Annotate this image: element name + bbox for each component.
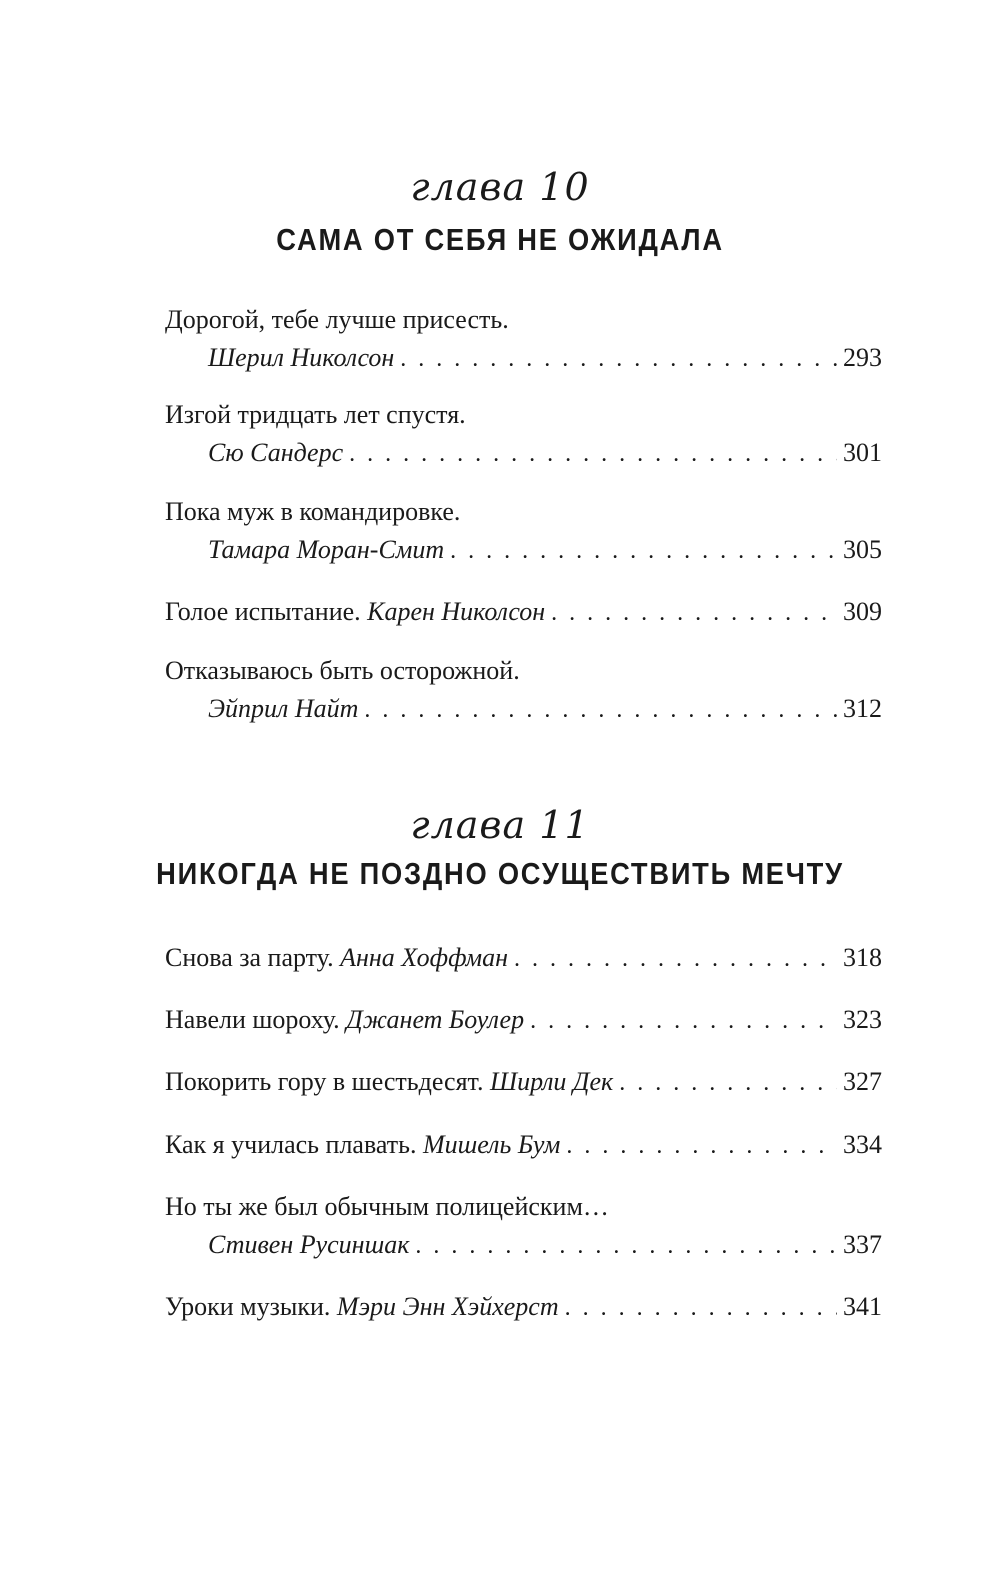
toc-entry-author: Анна Хоффман: [340, 943, 509, 972]
toc-entry-author-line: [165, 531, 882, 569]
dot-leader: [565, 1289, 837, 1327]
dot-leader: [364, 691, 837, 729]
toc-entry-title-line: [165, 493, 882, 531]
toc-entry-author: Мишель Бум: [422, 1130, 561, 1159]
toc-entry-title: Пока муж в командировке.: [165, 497, 461, 526]
dot-leader: [514, 940, 837, 978]
chapter-10-kicker: глава 10: [410, 165, 590, 209]
toc-entry[interactable]: [165, 593, 882, 631]
toc-entry-line: [165, 939, 882, 977]
chapter-11-kicker: глава 11: [410, 803, 590, 847]
dot-leader: [530, 1002, 837, 1040]
toc-entry-author: Шерил Николсон: [208, 343, 395, 372]
toc-entry-page: 301: [843, 438, 882, 467]
toc-entry-page: 327: [843, 1067, 882, 1096]
dot-leader: [566, 1127, 837, 1165]
toc-entry-author: Стивен Русиншак: [208, 1230, 410, 1259]
toc-entry-title-line: [165, 1188, 882, 1226]
toc-entry[interactable]: [165, 1063, 882, 1101]
toc-entry-author: Джанет Боулер: [346, 1005, 525, 1034]
toc-entry-author: Тамара Моран-Смит: [208, 535, 445, 564]
toc-entry[interactable]: [165, 1001, 882, 1039]
toc-entry-author-line: [165, 690, 882, 728]
toc-entry-title: Изгой тридцать лет спустя.: [165, 400, 466, 429]
chapter-10-title: САМА ОТ СЕБЯ НЕ ОЖИДАЛА: [276, 222, 724, 257]
toc-entry[interactable]: [165, 1126, 882, 1164]
toc-entry-title-line: [165, 301, 882, 339]
toc-entry-line: [165, 1001, 882, 1039]
toc-entry-author-line: [165, 1226, 882, 1264]
toc-entry-title: Отказываюсь быть осторожной.: [165, 656, 520, 685]
toc-entry-author: Сю Сандерс: [208, 438, 344, 467]
toc-entry[interactable]: [165, 493, 882, 569]
toc-entry-title: Снова за парту.: [165, 943, 334, 972]
dot-leader: [450, 532, 837, 570]
toc-entry-page: 305: [843, 535, 882, 564]
toc-entry-author: Ширли Дек: [489, 1067, 614, 1096]
toc-entry[interactable]: [165, 652, 882, 728]
dot-leader: [349, 435, 837, 473]
dot-leader: [551, 594, 837, 632]
toc-entry-page: 312: [843, 694, 882, 723]
dot-leader: [415, 1227, 837, 1265]
toc-entry-title: Покорить гору в шестьдесят.: [165, 1067, 484, 1096]
toc-entry-title: Дорогой, тебе лучше присесть.: [165, 305, 509, 334]
toc-entry[interactable]: [165, 939, 882, 977]
toc-entry-title-line: [165, 652, 882, 690]
dot-leader: [619, 1064, 837, 1102]
toc-entry-page: 323: [843, 1005, 882, 1034]
toc-entry-line: [165, 1126, 882, 1164]
toc-entry-title-line: [165, 396, 882, 434]
toc-entry-author-line: [165, 434, 882, 472]
toc-entry-line: [165, 1063, 882, 1101]
toc-entry-title: Голое испытание.: [165, 597, 361, 626]
toc-entry-title: Уроки музыки.: [165, 1292, 331, 1321]
toc-entry-page: 293: [843, 343, 882, 372]
toc-entry-page: 334: [843, 1130, 882, 1159]
toc-entry[interactable]: [165, 396, 882, 472]
toc-entry-author: Мэри Энн Хэйхерст: [336, 1292, 559, 1321]
toc-entry-title: Как я училась плавать.: [165, 1130, 417, 1159]
toc-entry-title: Навели шороху.: [165, 1005, 340, 1034]
toc-entry-line: [165, 593, 882, 631]
toc-entry-title: Но ты же был обычным полицейским…: [165, 1192, 609, 1221]
toc-entry-page: 318: [843, 943, 882, 972]
toc-entry-line: [165, 1288, 882, 1326]
toc-entry[interactable]: [165, 1188, 882, 1264]
toc-entry-author-line: [165, 339, 882, 377]
toc-entry-author: Карен Николсон: [367, 597, 546, 626]
toc-entry[interactable]: [165, 1288, 882, 1326]
toc-entry-page: 337: [843, 1230, 882, 1259]
toc-entry-page: 309: [843, 597, 882, 626]
toc-entry-page: 341: [843, 1292, 882, 1321]
dot-leader: [400, 340, 837, 378]
chapter-11-title: НИКОГДА НЕ ПОЗДНО ОСУЩЕСТВИТЬ МЕЧТУ: [156, 856, 844, 891]
toc-entry[interactable]: [165, 301, 882, 377]
toc-entry-author: Эйприл Найт: [208, 694, 359, 723]
